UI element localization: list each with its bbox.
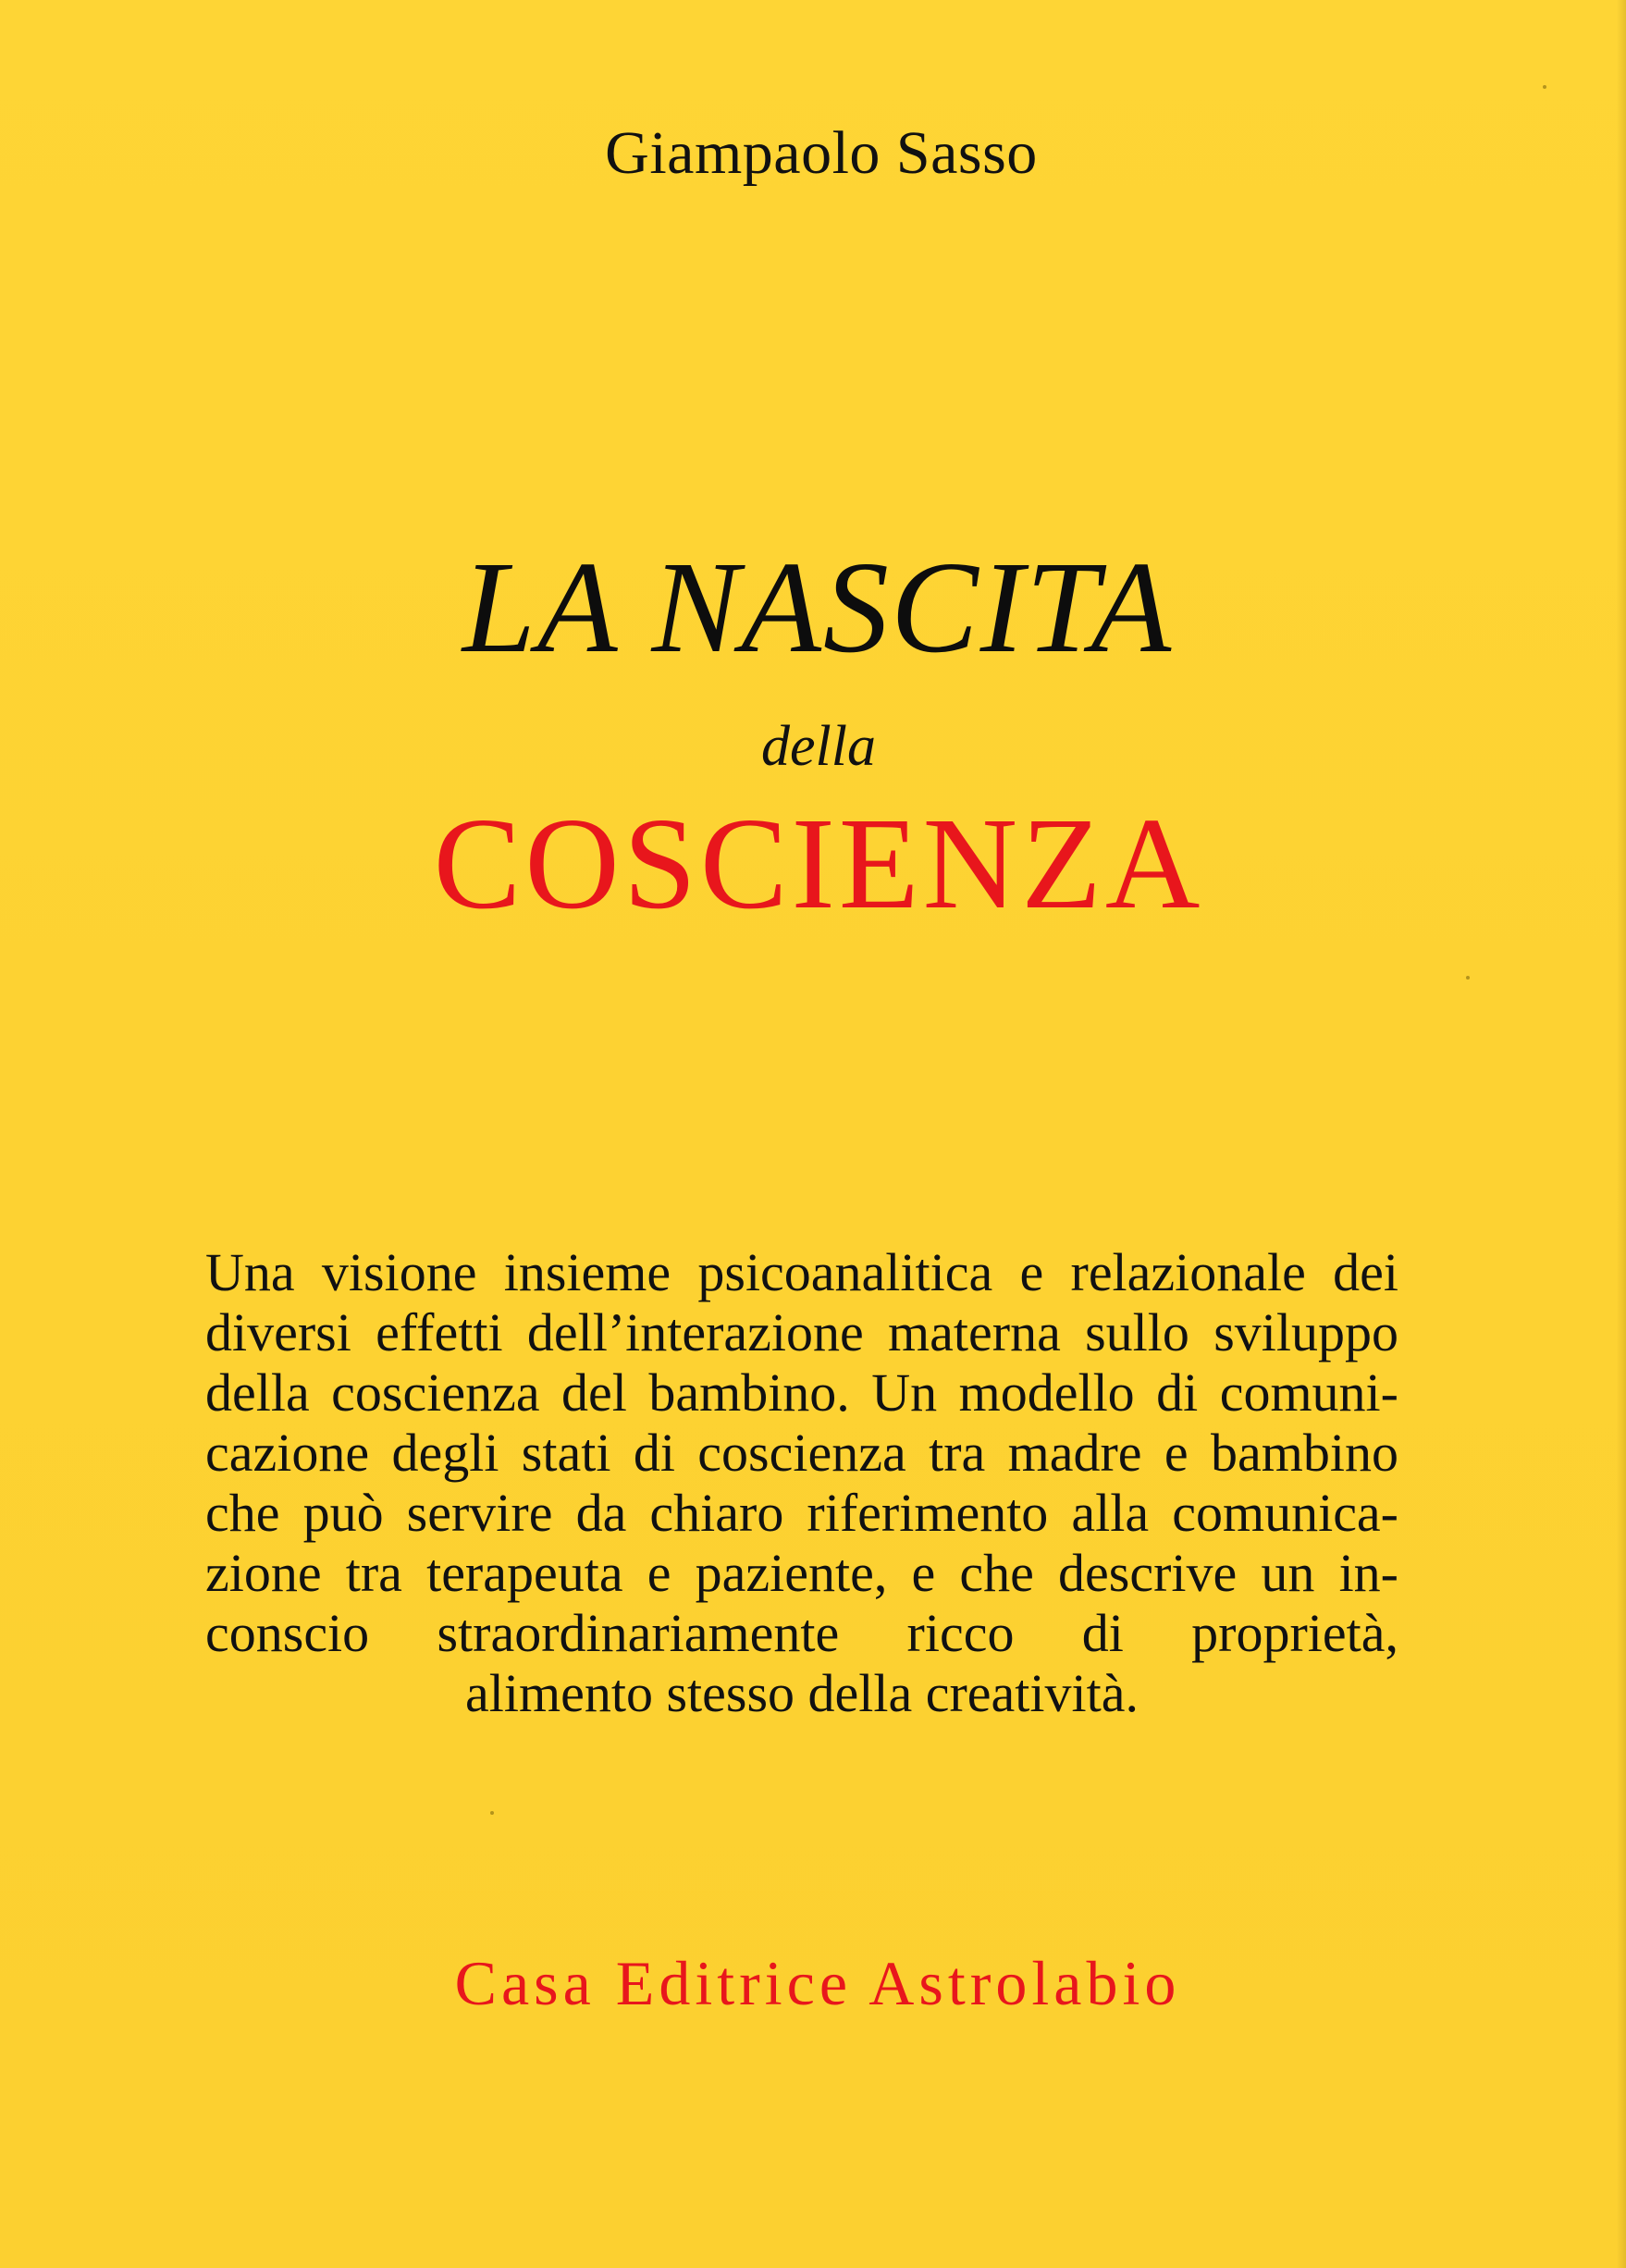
author-name: Giampaolo Sasso [605, 119, 1038, 187]
publisher-name: Casa Editrice Astrolabio [454, 1948, 1181, 2018]
cover-edge-shadow [1617, 0, 1626, 2268]
title-connector: della [761, 715, 876, 778]
blurb-line: alimento stesso della creatività. [465, 1663, 1139, 1723]
title-main: LA NASCITA [462, 534, 1174, 680]
title-sub: COSCIENZA [433, 790, 1204, 936]
blurb-line: diversi effetti dell’interazione materna sullo sviluppo [205, 1302, 1398, 1362]
blurb-line: che può servire da chiaro riferimento alla comunica- [205, 1483, 1398, 1543]
paper-speck [490, 1811, 494, 1815]
blurb-line: conscio straordinariamente ricco di proprietà, [205, 1603, 1398, 1663]
blurb-line: zione tra terapeuta e paziente, e che descrive un in- [205, 1543, 1398, 1603]
blurb-paragraph [205, 1242, 1398, 1723]
paper-speck [1543, 85, 1546, 89]
blurb-line: della coscienza del bambino. Un modello di comuni- [205, 1362, 1398, 1423]
blurb-line: Una visione insieme psicoanalitica e relazionale dei [205, 1242, 1398, 1302]
paper-speck [1466, 976, 1470, 980]
blurb-line: cazione degli stati di coscienza tra madre e bambino [205, 1423, 1398, 1483]
